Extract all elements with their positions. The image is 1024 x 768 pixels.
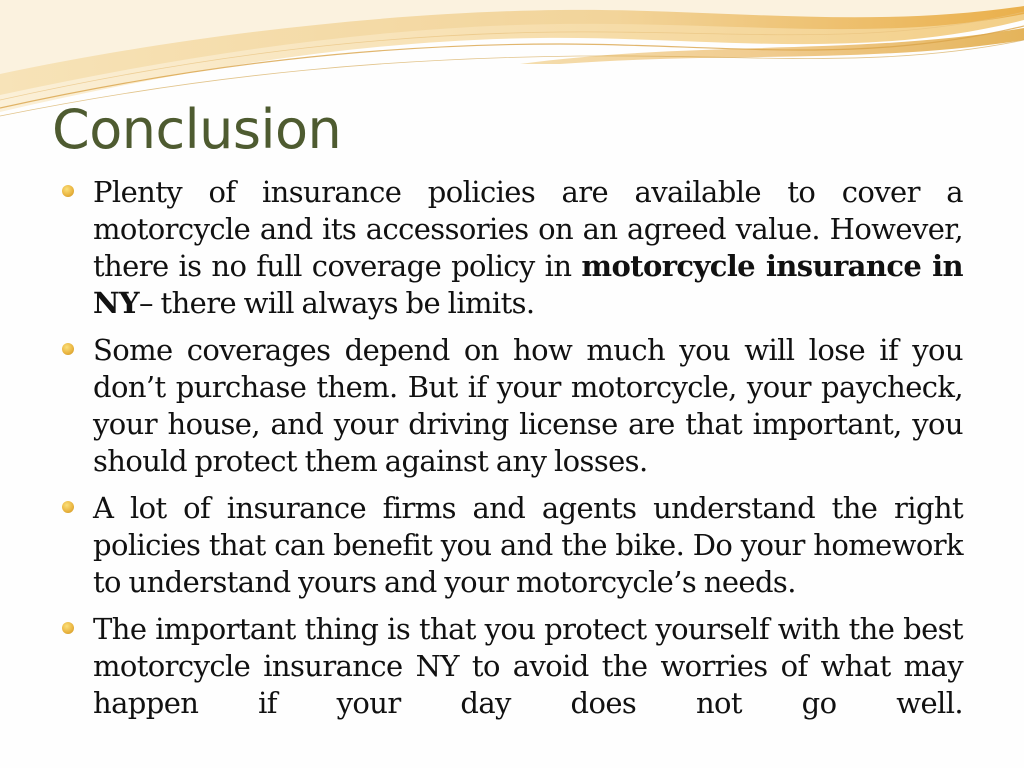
bullet-item-protect-yourself [62,611,963,722]
bullet-item-coverages [62,332,963,480]
bullet-item-insurance-firms [62,490,963,601]
bullet-text: The important thing is that you protect yourself with the best motorcycle insurance NY to avoid the worries of what may happen if your day does not go well. [93,612,963,720]
slide-title: Conclusion [52,98,342,161]
bullet-text: Plenty of insurance policies are available to cover a motorcycle and its accessories on an agreed value. However, there is no full coverage policy in [93,175,963,283]
bullet-text-end: – there will always be limits. [139,286,535,320]
bullet-dot-icon [62,622,74,634]
bullet-text: Some coverages depend on how much you will lose if you don’t purchase them. But if your motorcycle, your paycheck, your house, and your driving license are that important, you should protect them against any losses. [93,333,963,478]
bullet-bold-text: motorcycle insurance in NY [93,249,963,320]
bullet-item-agreed-value [62,174,963,322]
bullet-dot-icon [62,185,74,197]
bullet-dot-icon [62,343,74,355]
bullet-text: A lot of insurance firms and agents understand the right policies that can benefit you and the bike. Do your homework to understand yours and your motorcycle’s needs. [93,491,963,599]
bullet-list [62,174,963,732]
bullet-dot-icon [62,501,74,513]
